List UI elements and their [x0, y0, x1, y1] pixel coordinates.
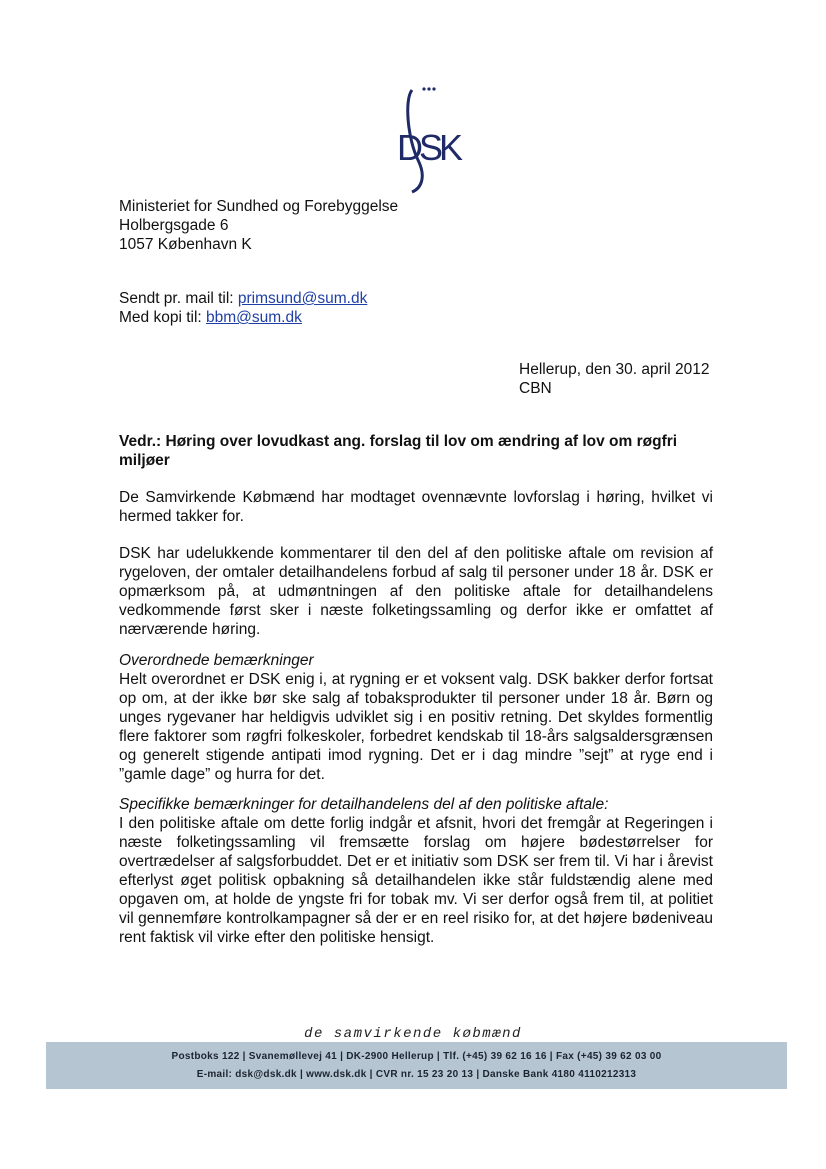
- section-specific: [119, 795, 713, 947]
- copy-email-link[interactable]: bbm@sum.dk: [206, 309, 302, 326]
- section-general-heading: Overordnede bemærkninger: [119, 652, 314, 669]
- copy-label: Med kopi til:: [119, 309, 202, 326]
- initials: CBN: [519, 380, 552, 397]
- section-specific-heading: Specifikke bemærkninger for detailhandelens del af den politiske aftale:: [119, 796, 609, 813]
- section-general-body: Helt overordnet er DSK enig i, at rygning er et voksent valg. DSK bakker derfor fortsat op om, at der ikke bør ske salg af tobaksprodukter til personer under 18 år. Børn og unges rygevaner har heldigvis udviklet sig i en positiv retning. Det skyldes formentlig flere faktorer som røgfri folkeskoler, forbedret kendskab til 18-års salgsaldersgrænsen og generelt stigende antipati imod rygning. Det er i dag mindre ”sejt” at ryge end i ”gamle dage” og hurra for det.: [119, 671, 713, 783]
- recipient-name: Ministeriet for Sundhed og Forebyggelse: [119, 198, 399, 215]
- sent-line: [119, 289, 367, 308]
- footer-contact-line: Postboks 122 | Svanemøllevej 41 | DK-2900 Hellerup | Tlf. (+45) 39 62 16 16 | Fax (+45) 39 62 03 00: [171, 1051, 662, 1062]
- paragraph-intro: De Samvirkende Købmænd har modtaget ovennævnte lovforslag i høring, hvilket vi hermed takker for.: [119, 489, 713, 525]
- section-general: [119, 651, 713, 784]
- date-block: [519, 360, 709, 398]
- recipient-address: [119, 197, 398, 254]
- sent-email-link[interactable]: primsund@sum.dk: [237, 290, 368, 307]
- paragraph-scope: DSK har udelukkende kommentarer til den del af den politiske aftale om revision af rygeloven, der omtaler detailhandelens forbud af salg til personer under 18 år. DSK er opmærksom på, at udmøntningen af den politiske aftale for detailhandelens vedkommende først sker i næste folketingssamling og derfor ikke er omfattet af nærværende høring.: [119, 545, 713, 638]
- copy-line: [119, 308, 367, 327]
- subject-heading: Vedr.: Høring over lovudkast ang. forslag til lov om ændring af lov om røgfri miljøer: [119, 433, 678, 469]
- footer-registration-line: E-mail: dsk@dsk.dk | www.dsk.dk | CVR nr. 15 23 20 13 | Danske Bank 4180 4110212313: [196, 1069, 637, 1080]
- dsk-logo-icon: [390, 80, 460, 195]
- date-line: Hellerup, den 30. april 2012: [519, 361, 710, 378]
- recipient-city: 1057 København K: [119, 236, 252, 253]
- mail-block: [119, 289, 367, 327]
- footer-slogan: de samvirkende købmænd: [304, 1026, 522, 1042]
- footer-bar: [46, 1042, 787, 1089]
- recipient-street: Holbergsgade 6: [119, 217, 229, 234]
- sent-label: Sendt pr. mail til:: [119, 290, 234, 307]
- dsk-logo: [390, 80, 460, 195]
- section-specific-body: I den politiske aftale om dette forlig indgår et afsnit, hvori det fremgår at Regeringen i næste folketingssamling vil fremsætte forslag om højere bødestørrelser for overtrædelser af salgsforbuddet. Det er et initiativ som DSK ser frem til. Vi har i årevist efterlyst øget politisk opbakning så detailhandelen ikke står fuldstændig alene med opgaven om, at holde de yngste fri for tobak mv. Vi ser derfor også frem til, at politiet vil gennemføre kontrolkampagner så der er en reel risiko for, at det højere bødeniveau rent faktisk vil virke efter den politiske hensigt.: [119, 815, 713, 946]
- logo-text: DSK: [397, 127, 460, 168]
